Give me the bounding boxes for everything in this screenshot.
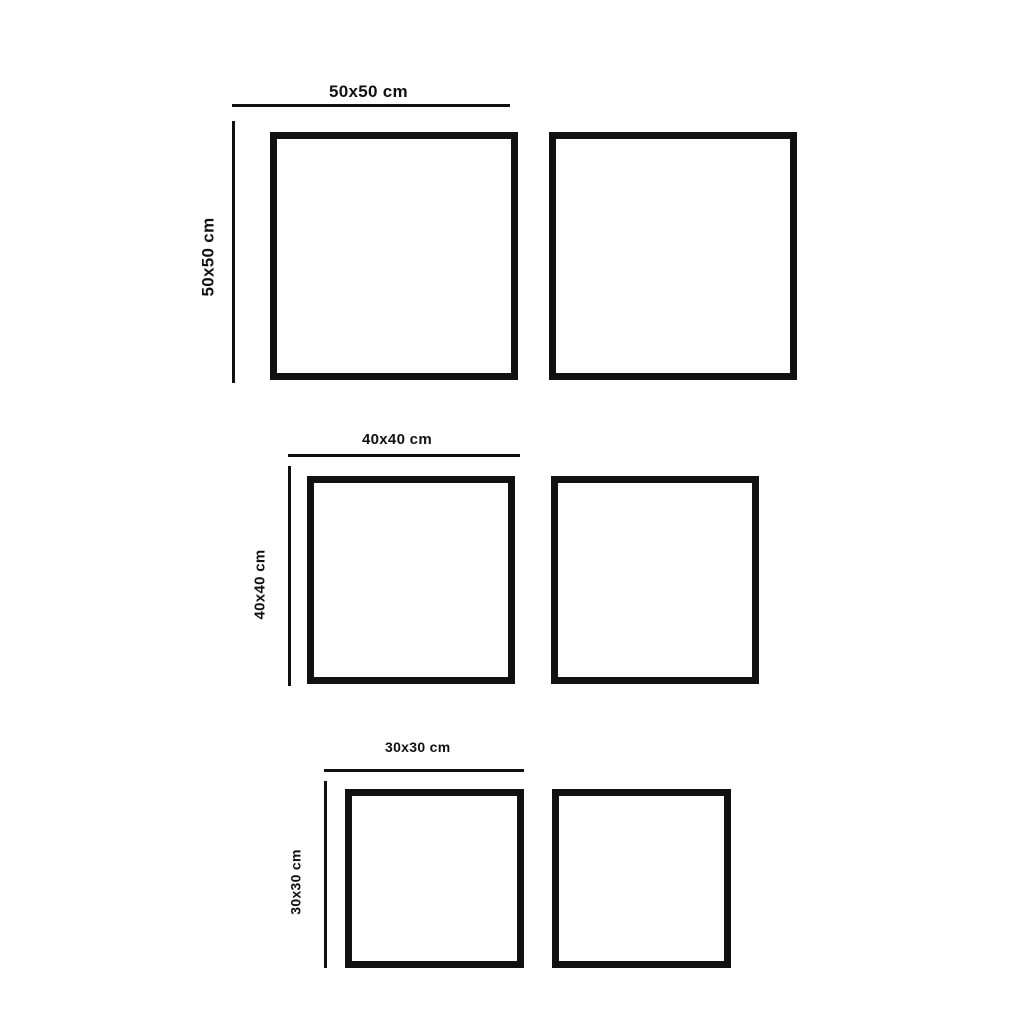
height-dimension-label-50: 50x50 cm [198, 217, 218, 297]
width-dimension-label-50: 50x50 cm [329, 82, 408, 101]
width-dimension-line-30 [324, 769, 524, 772]
height-dimension-label-40: 40x40 cm [251, 549, 269, 620]
height-dimension-label-30: 30x30 cm [287, 849, 304, 915]
height-dimension-line-30 [324, 781, 327, 968]
width-dimension-label-30: 30x30 cm [385, 739, 451, 755]
width-dimension-label-40: 40x40 cm [362, 431, 432, 448]
square-30-right [552, 789, 731, 968]
square-30-left [345, 789, 524, 968]
